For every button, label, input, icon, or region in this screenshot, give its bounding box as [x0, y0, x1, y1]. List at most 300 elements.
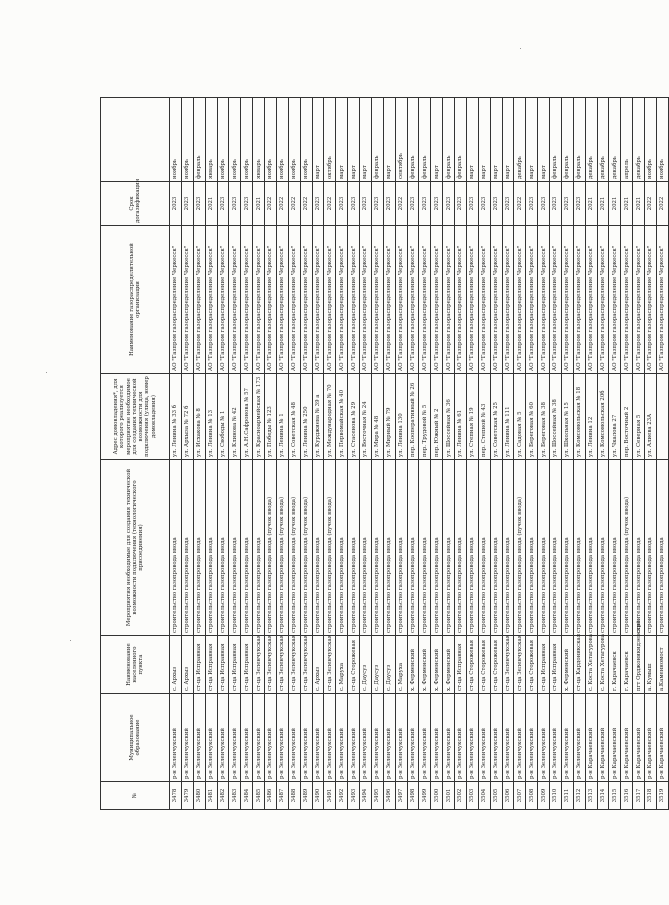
cell-organization: АО "Газпром газораспределение Черкесск": [431, 226, 443, 374]
cell-measure: строительство газопровода ввода: [573, 460, 585, 636]
cell-month: март: [336, 98, 348, 182]
cell-year: 2023: [502, 182, 514, 226]
table-row: [407, 98, 419, 810]
cell-year: 2023: [348, 182, 360, 226]
cell-year: 2023: [550, 182, 562, 226]
cell-organization: АО "Газпром газораспределение Черкесск": [550, 226, 562, 374]
cell-year: 2021: [609, 182, 621, 226]
cell-settlement: с. Архыз: [181, 636, 193, 694]
cell-year: 2023: [407, 182, 419, 226]
cell-municipality: р-н Карачаевский: [633, 694, 645, 782]
cell-measure: строительство газопровода ввода: [645, 460, 657, 636]
cell-address: ул. Международная № 70: [324, 374, 336, 460]
cell-organization: АО "Газпром газораспределение Черкесск": [407, 226, 419, 374]
cell-organization: АО "Газпром газораспределение Черкесск": [371, 226, 383, 374]
cell-row-number: 3515: [609, 782, 621, 810]
cell-row-number: 3497: [395, 782, 407, 810]
cell-municipality: р-н Зеленчукский: [229, 694, 241, 782]
cell-organization: АО "Газпром газораспределение Черкесск": [538, 226, 550, 374]
table-row: [478, 98, 490, 810]
cell-month: декабрь: [597, 98, 609, 182]
cell-measure: строительство газопровода ввода: [561, 460, 573, 636]
cell-month: февраль: [443, 98, 455, 182]
cell-measure: строительство газопровода ввода: [609, 460, 621, 636]
cell-address: ул. Ленина № 1: [276, 374, 288, 460]
cell-measure: строительство газопровода ввода: [348, 460, 360, 636]
cell-municipality: р-н Карачаевский: [645, 694, 657, 782]
cell-measure: строительство газопровода ввода: [466, 460, 478, 636]
cell-year: 2021: [621, 182, 633, 226]
cell-organization: АО "Газпром газораспределение Черкесск": [336, 226, 348, 374]
cell-measure: строительство газопровода ввода: [229, 460, 241, 636]
cell-row-number: 3496: [383, 782, 395, 810]
table-row: [229, 98, 241, 810]
cell-month: декабрь: [609, 98, 621, 182]
cell-row-number: 3491: [324, 782, 336, 810]
table-row: [360, 98, 372, 810]
cell-address: ул. Комсомольская № 18: [573, 374, 585, 460]
cell-organization: АО "Газпром газораспределение Черкесск": [466, 226, 478, 374]
cell-year: 2022: [645, 182, 657, 226]
cell-settlement: г. Карачаевск: [621, 636, 633, 694]
cell-year: 2023: [478, 182, 490, 226]
cell-measure: строительство газопровода ввода: [585, 460, 597, 636]
cell-measure: строительство газопровода ввода (пучок ввода): [265, 460, 277, 636]
cell-row-number: 3486: [265, 782, 277, 810]
cell-address: ул. Ленина № 111: [502, 374, 514, 460]
cell-year: 2023: [360, 182, 372, 226]
cell-month: январь: [253, 98, 265, 182]
cell-year: 2023: [312, 182, 324, 226]
cell-year: 2021: [205, 182, 217, 226]
cell-organization: АО "Газпром газораспределение Черкесск": [253, 226, 265, 374]
cell-year: 2021: [597, 182, 609, 226]
cell-month: март: [360, 98, 372, 182]
cell-settlement: а.Каменномост: [656, 636, 668, 694]
cell-measure: строительство газопровода ввода: [205, 460, 217, 636]
cell-municipality: р-н Зеленчукский: [324, 694, 336, 782]
cell-address: пер. Трудовой № 5: [419, 374, 431, 460]
cell-settlement: ст-ца Зеленчукская: [288, 636, 300, 694]
header-row: [101, 98, 170, 810]
table-body: [170, 98, 669, 810]
header-organization: Наименование газораспределительной организации: [101, 226, 170, 374]
cell-month: февраль: [550, 98, 562, 182]
cell-organization: АО "Газпром газораспределение Черкесск": [561, 226, 573, 374]
cell-measure: строительство газопровода ввода: [502, 460, 514, 636]
cell-settlement: х. Ферменский: [419, 636, 431, 694]
cell-measure: строительство газопровода ввода: [193, 460, 205, 636]
cell-measure: строительство газопровода ввода: [419, 460, 431, 636]
cell-settlement: ст-ца Кардоникская: [573, 636, 585, 694]
cell-month: март: [466, 98, 478, 182]
cell-settlement: х. Ферменский: [443, 636, 455, 694]
cell-address: ул. Ленина № 61: [455, 374, 467, 460]
cell-row-number: 3489: [300, 782, 312, 810]
table-row: [253, 98, 265, 810]
cell-row-number: 3519: [656, 782, 668, 810]
cell-organization: АО "Газпром газораспределение Черкесск": [490, 226, 502, 374]
cell-address: пер. Степной № 43: [478, 374, 490, 460]
table-row: [431, 98, 443, 810]
cell-municipality: р-н Зеленчукский: [360, 694, 372, 782]
cell-address: [656, 374, 668, 460]
cell-month: ноябрь: [229, 98, 241, 182]
cell-settlement: ст-ца Сторожевая: [478, 636, 490, 694]
cell-measure: строительство газопровода ввода: [336, 460, 348, 636]
table-row: [490, 98, 502, 810]
cell-year: 2022: [300, 182, 312, 226]
cell-row-number: 3510: [550, 782, 562, 810]
cell-measure: строительство газопровода ввода: [597, 460, 609, 636]
cell-month: февраль: [193, 98, 205, 182]
cell-municipality: р-н Зеленчукский: [455, 694, 467, 782]
cell-organization: АО "Газпром газораспределение Черкесск": [193, 226, 205, 374]
cell-municipality: р-н Карачаевский: [585, 694, 597, 782]
cell-organization: АО "Газпром газораспределение Черкесск": [502, 226, 514, 374]
cell-year: 2023: [241, 182, 253, 226]
cell-settlement: ст-ца Зеленчукская: [253, 636, 265, 694]
cell-row-number: 3487: [276, 782, 288, 810]
cell-month: ноябрь: [288, 98, 300, 182]
cell-municipality: р-н Карачаевский: [621, 694, 633, 782]
cell-year: 2023: [490, 182, 502, 226]
cell-settlement: х. Ферменский: [561, 636, 573, 694]
cell-row-number: 3480: [193, 782, 205, 810]
cell-month: ноябрь: [217, 98, 229, 182]
cell-measure: строительство газопровода ввода (пучок ввода): [300, 460, 312, 636]
cell-settlement: ст-ца Зеленчукская: [324, 636, 336, 694]
header-term: Срок догазификации: [101, 182, 170, 226]
cell-organization: АО "Газпром газораспределение Черкесск": [217, 226, 229, 374]
cell-row-number: 3508: [526, 782, 538, 810]
cell-row-number: 3503: [466, 782, 478, 810]
cell-year: 2022: [324, 182, 336, 226]
cell-municipality: р-н Зеленчукский: [241, 694, 253, 782]
cell-year: 2022: [395, 182, 407, 226]
table-row: [276, 98, 288, 810]
cell-measure: строительство газопровода ввода: [241, 460, 253, 636]
cell-address: ул. Шоссейная № 38: [550, 374, 562, 460]
cell-month: ноябрь: [300, 98, 312, 182]
cell-address: ул. Победы № 123: [265, 374, 277, 460]
table-row: [324, 98, 336, 810]
cell-year: 2023: [526, 182, 538, 226]
cell-settlement: ст-ца Исправная: [193, 636, 205, 694]
table-row: [526, 98, 538, 810]
table-row: [573, 98, 585, 810]
cell-address: ул. Береговая № 60: [526, 374, 538, 460]
cell-year: 2023: [443, 182, 455, 226]
cell-organization: АО "Газпром газораспределение Черкесск": [609, 226, 621, 374]
header-settlement: Наименование населенного пункта: [101, 636, 170, 694]
cell-organization: АО "Газпром газораспределение Черкесск": [443, 226, 455, 374]
cell-row-number: 3518: [645, 782, 657, 810]
scan-speck: [70, 640, 71, 641]
cell-month: март: [312, 98, 324, 182]
cell-municipality: р-н Зеленчукский: [502, 694, 514, 782]
cell-year: 2023: [217, 182, 229, 226]
cell-row-number: 3504: [478, 782, 490, 810]
table-row: [181, 98, 193, 810]
cell-settlement: ст-ца Зеленчукская: [276, 636, 288, 694]
cell-settlement: ст-ца Сторожевая: [526, 636, 538, 694]
table-row: [585, 98, 597, 810]
cell-year: 2023: [419, 182, 431, 226]
scan-speck: [520, 48, 521, 49]
cell-municipality: р-н Зеленчукский: [573, 694, 585, 782]
cell-address: ул. Береговая № 38: [538, 374, 550, 460]
table-row: [550, 98, 562, 810]
cell-municipality: р-н Карачаевский: [656, 694, 668, 782]
table-header: [101, 98, 170, 810]
cell-municipality: р-н Зеленчукский: [561, 694, 573, 782]
cell-organization: АО "Газпром газораспределение Черкесск": [229, 226, 241, 374]
cell-municipality: р-н Зеленчукский: [490, 694, 502, 782]
cell-year: 2021: [585, 182, 597, 226]
cell-municipality: р-н Зеленчукский: [300, 694, 312, 782]
table-row: [609, 98, 621, 810]
cell-month: октябрь: [324, 98, 336, 182]
cell-row-number: 3482: [217, 782, 229, 810]
cell-address: ул. Первомайская № 40: [336, 374, 348, 460]
cell-address: ул. Шоссейная № 36: [443, 374, 455, 460]
cell-settlement: а. Кумыш: [645, 636, 657, 694]
table-row: [466, 98, 478, 810]
cell-organization: АО "Газпром газораспределение Черкесск": [621, 226, 633, 374]
cell-municipality: р-н Карачаевский: [597, 694, 609, 782]
cell-measure: строительство газопровода ввода: [431, 460, 443, 636]
cell-address: ул. Советская № 48: [288, 374, 300, 460]
cell-organization: АО "Газпром газораспределение Черкесск": [181, 226, 193, 374]
cell-organization: АО "Газпром газораспределение Черкесск": [526, 226, 538, 374]
cell-organization: АО "Газпром газораспределение Черкесск": [633, 226, 645, 374]
cell-settlement: ст-ца Зеленчукская: [514, 636, 526, 694]
cell-address: ул. Чкалова 27: [609, 374, 621, 460]
cell-address: ул. Мира № 48: [371, 374, 383, 460]
cell-settlement: ст-ца Зеленчукская: [300, 636, 312, 694]
cell-settlement: х. Ферменский: [407, 636, 419, 694]
cell-row-number: 3507: [514, 782, 526, 810]
cell-row-number: 3484: [241, 782, 253, 810]
cell-municipality: р-н Зеленчукский: [526, 694, 538, 782]
cell-month: март: [490, 98, 502, 182]
cell-measure: строительство газопровода ввода (пучок ввода): [621, 460, 633, 636]
cell-organization: АО "Газпром газораспределение Черкесск": [348, 226, 360, 374]
cell-year: 2023: [193, 182, 205, 226]
cell-month: март: [348, 98, 360, 182]
cell-row-number: 3516: [621, 782, 633, 810]
cell-address: ул. Северная 5: [633, 374, 645, 460]
cell-row-number: 3478: [170, 782, 182, 810]
rotated-page: [100, 98, 666, 810]
cell-year: 2023: [466, 182, 478, 226]
cell-municipality: р-н Зеленчукский: [478, 694, 490, 782]
header-number: №: [101, 782, 170, 810]
table-row: [288, 98, 300, 810]
cell-municipality: р-н Зеленчукский: [550, 694, 562, 782]
cell-settlement: ст-ца Исправная: [229, 636, 241, 694]
cell-organization: АО "Газпром газораспределение Черкесск": [276, 226, 288, 374]
cell-measure: строительство газопровода ввода: [455, 460, 467, 636]
cell-row-number: 3502: [455, 782, 467, 810]
cell-address: ул. Ленина № 13: [205, 374, 217, 460]
cell-settlement: с. Даусуз: [360, 636, 372, 694]
cell-address: пер. Кооперативный № 26: [407, 374, 419, 460]
cell-month: ноябрь: [265, 98, 277, 182]
cell-settlement: ст-ца Сторожевая: [490, 636, 502, 694]
cell-row-number: 3511: [561, 782, 573, 810]
cell-row-number: 3501: [443, 782, 455, 810]
cell-municipality: р-н Зеленчукский: [276, 694, 288, 782]
cell-organization: АО "Газпром газораспределение Черкесск": [419, 226, 431, 374]
cell-municipality: р-н Зеленчукский: [538, 694, 550, 782]
cell-month: апрель: [621, 98, 633, 182]
table-row: [597, 98, 609, 810]
cell-row-number: 3514: [597, 782, 609, 810]
cell-month: сентябрь: [395, 98, 407, 182]
scan-speck: [46, 372, 47, 373]
cell-municipality: р-н Зеленчукский: [466, 694, 478, 782]
cell-municipality: р-н Зеленчукский: [348, 694, 360, 782]
cell-measure: строительство газопровода ввода: [656, 460, 668, 636]
cell-organization: АО "Газпром газораспределение Черкесск": [265, 226, 277, 374]
header-measures: Мероприятия необходимые для создания технической возможности подключения (технологического присоединения): [101, 460, 170, 636]
cell-row-number: 3517: [633, 782, 645, 810]
cell-measure: строительство газопровода ввода: [371, 460, 383, 636]
cell-month: март: [478, 98, 490, 182]
cell-year: 2023: [229, 182, 241, 226]
cell-address: ул. А.Н.Сафронова № 57: [241, 374, 253, 460]
cell-year: 2022: [656, 182, 668, 226]
cell-month: март: [538, 98, 550, 182]
table-row: [371, 98, 383, 810]
gasification-table: [100, 97, 669, 810]
cell-municipality: р-н Зеленчукский: [336, 694, 348, 782]
cell-row-number: 3499: [419, 782, 431, 810]
cell-year: 2023: [336, 182, 348, 226]
cell-address: ул. Садовая № 5: [514, 374, 526, 460]
cell-month: ноябрь: [181, 98, 193, 182]
table-row: [336, 98, 348, 810]
header-municipality: Муниципальное образование: [101, 694, 170, 782]
header-address: Адрес домовладения*, для которого реализуется мероприятие необходимое для создания технической возможности для подключения (улица, номер домовладения): [101, 374, 170, 460]
cell-row-number: 3500: [431, 782, 443, 810]
cell-settlement: ст-ца Исправная: [205, 636, 217, 694]
cell-month: ноябрь: [656, 98, 668, 182]
cell-address: ул. Клинова № 42: [229, 374, 241, 460]
cell-settlement: ст-ца Сторожевая: [466, 636, 478, 694]
cell-organization: АО "Газпром газораспределение Черкесск": [573, 226, 585, 374]
cell-address: ул. Мирный № 79: [383, 374, 395, 460]
cell-measure: строительство газопровода ввода: [550, 460, 562, 636]
table-row: [217, 98, 229, 810]
cell-municipality: р-н Зеленчукский: [205, 694, 217, 782]
cell-municipality: р-н Зеленчукский: [431, 694, 443, 782]
cell-row-number: 3509: [538, 782, 550, 810]
cell-address: пер. Восточный 2: [621, 374, 633, 460]
cell-settlement: ст-ца Исправная: [538, 636, 550, 694]
cell-year: 2023: [383, 182, 395, 226]
cell-municipality: р-н Зеленчукский: [217, 694, 229, 782]
cell-organization: АО "Газпром газораспределение Черкесск": [656, 226, 668, 374]
cell-municipality: р-н Зеленчукский: [443, 694, 455, 782]
cell-month: ноябрь: [645, 98, 657, 182]
cell-organization: АО "Газпром газораспределение Черкесск": [395, 226, 407, 374]
cell-measure: строительство газопровода ввода: [538, 460, 550, 636]
table-row: [265, 98, 277, 810]
cell-year: 2022: [276, 182, 288, 226]
cell-year: 2023: [170, 182, 182, 226]
table-row: [633, 98, 645, 810]
cell-row-number: 3493: [348, 782, 360, 810]
cell-municipality: р-н Зеленчукский: [419, 694, 431, 782]
cell-month: февраль: [371, 98, 383, 182]
cell-organization: АО "Газпром газораспределение Черкесск": [170, 226, 182, 374]
table-row: [419, 98, 431, 810]
cell-row-number: 3494: [360, 782, 372, 810]
cell-address: ул. Стасенова № 29: [348, 374, 360, 460]
header-month: [101, 98, 170, 182]
cell-organization: АО "Газпром газораспределение Черкесск": [585, 226, 597, 374]
cell-row-number: 3492: [336, 782, 348, 810]
cell-measure: строительство газопровода ввода: [407, 460, 419, 636]
cell-row-number: 3506: [502, 782, 514, 810]
cell-row-number: 3490: [312, 782, 324, 810]
cell-municipality: р-н Зеленчукский: [383, 694, 395, 782]
cell-row-number: 3488: [288, 782, 300, 810]
cell-measure: строительство газопровода ввода (пучок ввода): [324, 460, 336, 636]
cell-settlement: ст-ца Исправная: [550, 636, 562, 694]
cell-measure: строительство газопровода ввода: [181, 460, 193, 636]
table-row: [312, 98, 324, 810]
cell-organization: АО "Газпром газораспределение Черкесск": [288, 226, 300, 374]
cell-settlement: г. Карачаевск: [609, 636, 621, 694]
table-row: [193, 98, 205, 810]
cell-year: 2022: [288, 182, 300, 226]
table-row: [514, 98, 526, 810]
cell-settlement: с. Даусуз: [383, 636, 395, 694]
cell-year: 2023: [431, 182, 443, 226]
cell-measure: строительство газопровода ввода: [360, 460, 372, 636]
cell-address: ул. Архыза № 72 б: [181, 374, 193, 460]
cell-organization: АО "Газпром газораспределение Черкесск": [478, 226, 490, 374]
cell-address: ул. Восточная № 24: [360, 374, 372, 460]
table-row: [502, 98, 514, 810]
cell-organization: АО "Газпром газораспределение Черкесск": [324, 226, 336, 374]
cell-settlement: пгт Орджоникидзевский: [633, 636, 645, 694]
cell-year: 2023: [561, 182, 573, 226]
cell-row-number: 3479: [181, 782, 193, 810]
cell-month: февраль: [407, 98, 419, 182]
cell-settlement: с. Коста Хетагурова: [585, 636, 597, 694]
cell-settlement: с. Даусуз: [371, 636, 383, 694]
cell-municipality: р-н Зеленчукский: [170, 694, 182, 782]
cell-measure: строительство газопровода ввода: [383, 460, 395, 636]
cell-municipality: р-н Зеленчукский: [395, 694, 407, 782]
cell-municipality: р-н Зеленчукский: [193, 694, 205, 782]
cell-address: ул. Красноармейская № 173: [253, 374, 265, 460]
cell-settlement: х. Ферменский: [431, 636, 443, 694]
cell-measure: строительство газопровода ввода: [443, 460, 455, 636]
cell-settlement: с. Маруха: [336, 636, 348, 694]
cell-settlement: ст-ца Исправная: [241, 636, 253, 694]
cell-settlement: ст-ца Исправная: [217, 636, 229, 694]
cell-month: март: [526, 98, 538, 182]
table-row: [455, 98, 467, 810]
cell-month: ноябрь: [241, 98, 253, 182]
cell-measure: строительство газопровода ввода (пучок ввода): [514, 460, 526, 636]
